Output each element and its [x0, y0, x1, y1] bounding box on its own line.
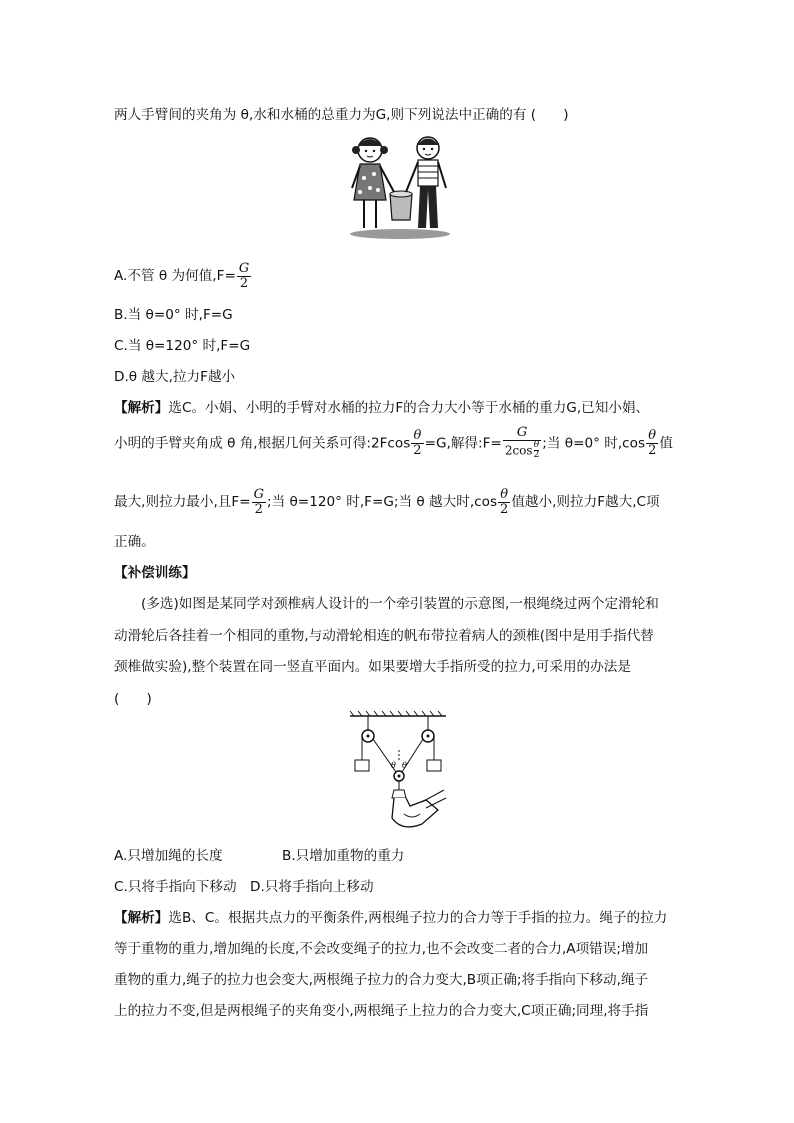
section-title — [114, 561, 196, 581]
q2-stem-line-2: 动滑轮后各挂着一个相同的重物,与动滑轮相连的帆布带拉着病人的颈椎(图中是用手指代替 — [114, 628, 654, 644]
fraction-theta-over-2 — [646, 429, 658, 457]
q1-option-a — [114, 262, 252, 290]
fraction-denominator: 2 — [413, 442, 422, 458]
q2-option-d: D.只将手指向上移动 — [250, 879, 374, 895]
q1-stem: 两人手臂间的夹角为 θ,水和水桶的总重力为G,则下列说法中正确的有 ( ) — [114, 107, 569, 123]
analysis-text: =G,解得:F= — [424, 435, 502, 452]
fraction-denominator: 2 — [648, 442, 657, 458]
fraction-denominator-text: 2cos — [504, 443, 533, 458]
fraction-denominator: 2 — [239, 275, 249, 291]
q1-option-b: B.当 θ=0° 时,F=G — [114, 307, 233, 323]
q2-analysis-line-1 — [114, 906, 667, 926]
q1-analysis-line-2 — [114, 426, 673, 461]
section-title-text: 【补偿训练】 — [114, 565, 196, 581]
q1-option-c: C.当 θ=120° 时,F=G — [114, 338, 251, 354]
q2-option-a: A.只增加绳的长度 — [114, 848, 223, 864]
q2-analysis-line-2: 等于重物的重力,增加绳的长度,不会改变绳子的拉力,也不会改变二者的合力,A项错误;增加 — [114, 941, 649, 957]
q2-analysis-line-3: 重物的重力,绳子的拉力也会变大,两根绳子拉力的合力变大,B项正确;将手指向下移动,绳子 — [114, 972, 649, 988]
fraction-g-over-2cos — [503, 426, 541, 461]
fraction-numerator: θ — [646, 429, 658, 444]
fraction-numerator: θ — [411, 429, 423, 444]
analysis-tag: 【解析】 — [114, 400, 169, 416]
q1-option-d: D.θ 越大,拉力F越小 — [114, 369, 236, 385]
analysis-text: 值越小,则拉力F越大,C项 — [511, 494, 660, 511]
fraction-numerator: θ — [533, 439, 540, 450]
fraction-numerator: G — [503, 426, 541, 441]
fraction-theta-over-2 — [411, 429, 423, 457]
analysis-text: 小明的手臂夹角成 θ 角,根据几何关系可得:2Fcos — [114, 435, 411, 452]
q1-analysis-line-4: 正确。 — [114, 534, 155, 550]
analysis-text: 选C。小娟、小明的手臂对水桶的拉力F的合力大小等于水桶的重力G,已知小娟、 — [168, 400, 650, 416]
analysis-text: 最大,则拉力最小,且F= — [114, 494, 251, 511]
pulley-traction-figure — [346, 710, 450, 836]
fraction-g-over-2 — [252, 488, 266, 516]
small-fraction-theta-over-2 — [534, 441, 540, 461]
children-bucket-figure — [344, 128, 456, 240]
fraction-numerator: θ — [498, 488, 510, 503]
q2-stem-line-1: (多选)如图是某同学对颈椎病人设计的一个牵引装置的示意图,一根绳绕过两个定滑轮和 — [141, 596, 659, 612]
q1-analysis-line-1 — [114, 396, 649, 416]
analysis-text: 选B、C。根据共点力的平衡条件,两根绳子拉力的合力等于手指的拉力。绳子的拉力 — [168, 910, 668, 926]
q1-option-a-text: A.不管 θ 为何值,F= — [114, 268, 236, 285]
svg-text:θ: θ — [402, 761, 407, 770]
fraction-denominator — [503, 441, 541, 461]
fraction-theta-over-2 — [498, 488, 510, 516]
fraction-denominator: 2 — [254, 501, 263, 517]
analysis-tag: 【解析】 — [114, 910, 169, 926]
svg-text:θ: θ — [391, 761, 396, 770]
q2-option-b: B.只增加重物的重力 — [282, 848, 405, 864]
q1-analysis-line-3 — [114, 488, 660, 516]
fraction-g-over-2 — [237, 262, 251, 290]
q2-stem-line-4: ( ) — [114, 691, 152, 707]
fraction-numerator: G — [238, 261, 250, 276]
analysis-text: ;当 θ=120° 时,F=G;当 θ 越大时,cos — [267, 494, 498, 511]
q2-analysis-line-4: 上的拉力不变,但是两根绳子的夹角变小,两根绳子上拉力的合力变大,C项正确;同理,将手指 — [114, 1003, 649, 1019]
q2-stem-line-3: 颈椎做实验),整个装置在同一竖直平面内。如果要增大手指所受的拉力,可采用的办法是 — [114, 659, 631, 675]
q2-option-c: C.只将手指向下移动 — [114, 879, 237, 895]
fraction-denominator: 2 — [533, 450, 540, 461]
analysis-text: 值 — [659, 435, 673, 452]
fraction-numerator: G — [253, 487, 264, 502]
fraction-denominator: 2 — [500, 501, 509, 517]
analysis-text: ;当 θ=0° 时,cos — [542, 435, 646, 452]
